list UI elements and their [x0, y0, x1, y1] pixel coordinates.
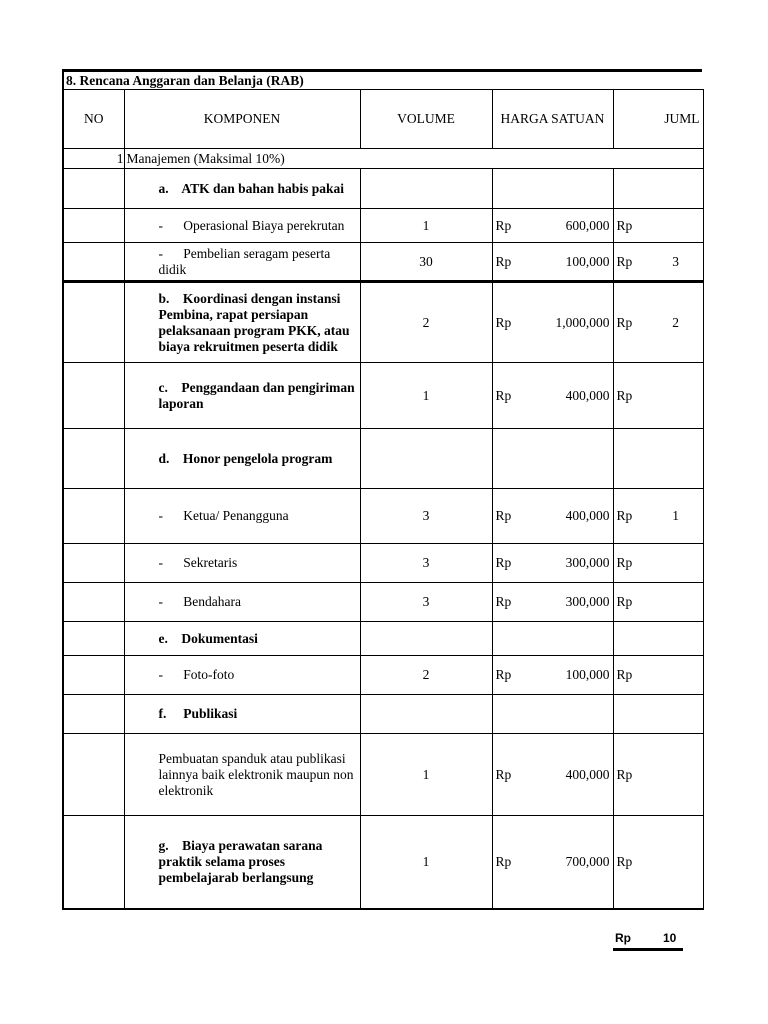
- jumlah-currency: Rp: [616, 766, 633, 782]
- cell-volume: 30: [360, 243, 492, 282]
- cell-harga-satuan: [492, 734, 613, 816]
- jumlah-currency: Rp: [616, 594, 633, 609]
- rab-table: [62, 89, 704, 910]
- cell-jumlah: [613, 282, 703, 363]
- cell-no: [63, 583, 124, 622]
- jumlah-currency: Rp: [616, 853, 633, 869]
- title-row: [62, 69, 702, 90]
- cell-volume: [360, 695, 492, 734]
- cell-harga-satuan: [492, 209, 613, 243]
- harga-currency: Rp: [495, 555, 512, 570]
- cell-komponen: d. Honor pengelola program: [124, 429, 360, 489]
- table-row: [63, 695, 703, 734]
- cell-no: [63, 656, 124, 695]
- table-row: [63, 622, 703, 656]
- total-value: 10: [663, 931, 677, 945]
- jumlah-currency: Rp: [616, 555, 633, 570]
- cell-jumlah: [613, 489, 703, 544]
- harga-value: 400,000: [565, 387, 610, 403]
- harga-currency: Rp: [495, 253, 512, 269]
- header-harga-satuan: HARGA SATUAN: [492, 90, 613, 149]
- table-row: [63, 734, 703, 816]
- cell-komponen: - Bendahara: [124, 583, 360, 622]
- cell-harga-satuan: [492, 243, 613, 282]
- table-row: [63, 429, 703, 489]
- cell-jumlah: [613, 656, 703, 695]
- total-currency: Rp: [615, 931, 631, 945]
- cell-volume: 3: [360, 583, 492, 622]
- cell-volume: 3: [360, 544, 492, 583]
- table-row: [63, 489, 703, 544]
- cell-jumlah: [613, 209, 703, 243]
- harga-currency: Rp: [495, 314, 512, 330]
- table-row: [63, 656, 703, 695]
- harga-value: 400,000: [565, 508, 610, 523]
- table-row: [63, 583, 703, 622]
- table-row: [63, 544, 703, 583]
- cell-volume: 1: [360, 816, 492, 909]
- header-no: NO: [63, 90, 124, 149]
- harga-value: 400,000: [565, 766, 610, 782]
- cell-no: [63, 429, 124, 489]
- table-row: [63, 282, 703, 363]
- cell-harga-satuan: [492, 489, 613, 544]
- table-row: [63, 243, 703, 282]
- cell-volume: [360, 622, 492, 656]
- cell-volume: 1: [360, 734, 492, 816]
- harga-value: 100,000: [565, 667, 610, 682]
- cell-komponen: g. Biaya perawatan sarana praktik selama proses pembelajarab berlangsung: [124, 816, 360, 909]
- jumlah-currency: Rp: [616, 253, 633, 269]
- jumlah-currency: Rp: [616, 667, 633, 682]
- cell-no: [63, 695, 124, 734]
- cell-jumlah: [613, 695, 703, 734]
- cell-jumlah: [613, 544, 703, 583]
- cell-harga-satuan: [492, 363, 613, 429]
- cell-no: [63, 489, 124, 544]
- cell-no: [63, 363, 124, 429]
- cell-harga-satuan: [492, 429, 613, 489]
- cell-volume: 1: [360, 363, 492, 429]
- jumlah-value: 3: [672, 253, 680, 269]
- cell-komponen: - Foto-foto: [124, 656, 360, 695]
- cell-komponen: b. Koordinasi dengan instansi Pembina, rapat persiapan pelaksanaan program PKK, atau biaya rekruitmen peserta didik: [124, 282, 360, 363]
- jumlah-currency: Rp: [616, 314, 633, 330]
- section-row: [63, 149, 703, 169]
- harga-currency: Rp: [495, 508, 512, 523]
- harga-value: 600,000: [565, 217, 610, 233]
- harga-currency: Rp: [495, 594, 512, 609]
- jumlah-currency: Rp: [616, 387, 633, 403]
- section-label: Manajemen (Maksimal 10%): [124, 149, 703, 169]
- cell-harga-satuan: [492, 622, 613, 656]
- cell-harga-satuan: [492, 816, 613, 909]
- cell-no: [63, 169, 124, 209]
- cell-no: [63, 209, 124, 243]
- jumlah-value: 2: [672, 314, 680, 330]
- cell-jumlah: [613, 622, 703, 656]
- cell-no: [63, 734, 124, 816]
- cell-komponen: Pembuatan spanduk atau publikasi lainnya baik elektronik maupun non elektronik: [124, 734, 360, 816]
- harga-value: 300,000: [565, 555, 610, 570]
- header-volume: VOLUME: [360, 90, 492, 149]
- cell-volume: 3: [360, 489, 492, 544]
- cell-komponen: e. Dokumentasi: [124, 622, 360, 656]
- cell-komponen: - Operasional Biaya perekrutan: [124, 209, 360, 243]
- cell-jumlah: [613, 363, 703, 429]
- cell-no: [63, 282, 124, 363]
- cell-komponen: - Sekretaris: [124, 544, 360, 583]
- sheet-title: 8. Rencana Anggaran dan Belanja (RAB): [66, 73, 304, 88]
- harga-currency: Rp: [495, 667, 512, 682]
- cell-no: [63, 544, 124, 583]
- header-komponen: KOMPONEN: [124, 90, 360, 149]
- harga-currency: Rp: [495, 387, 512, 403]
- cell-volume: 1: [360, 209, 492, 243]
- cell-jumlah: [613, 429, 703, 489]
- cell-harga-satuan: [492, 656, 613, 695]
- header-jumlah: JUML: [613, 90, 703, 149]
- harga-currency: Rp: [495, 853, 512, 869]
- jumlah-currency: Rp: [616, 217, 633, 233]
- table-row: [63, 363, 703, 429]
- harga-currency: Rp: [495, 217, 512, 233]
- section-number: 1: [63, 149, 124, 169]
- cell-no: [63, 816, 124, 909]
- header-row: [63, 90, 703, 149]
- cell-komponen: c. Penggandaan dan pengiriman laporan: [124, 363, 360, 429]
- cell-no: [63, 243, 124, 282]
- table-row: [63, 209, 703, 243]
- cell-harga-satuan: [492, 169, 613, 209]
- cell-volume: [360, 169, 492, 209]
- cell-jumlah: [613, 734, 703, 816]
- cell-harga-satuan: [492, 544, 613, 583]
- cell-komponen: f. Publikasi: [124, 695, 360, 734]
- cell-volume: 2: [360, 282, 492, 363]
- cell-jumlah: [613, 169, 703, 209]
- table-row: [63, 169, 703, 209]
- harga-value: 100,000: [565, 253, 610, 269]
- grand-total: [613, 930, 683, 951]
- cell-komponen: a. ATK dan bahan habis pakai: [124, 169, 360, 209]
- cell-volume: 2: [360, 656, 492, 695]
- cell-volume: [360, 429, 492, 489]
- cell-komponen: - Pembelian seragam peserta didik: [124, 243, 360, 282]
- cell-jumlah: [613, 816, 703, 909]
- cell-jumlah: [613, 583, 703, 622]
- cell-jumlah: [613, 243, 703, 282]
- cell-komponen: - Ketua/ Penangguna: [124, 489, 360, 544]
- harga-value: 700,000: [565, 853, 610, 869]
- table-row: [63, 816, 703, 909]
- cell-harga-satuan: [492, 583, 613, 622]
- cell-no: [63, 622, 124, 656]
- harga-currency: Rp: [495, 766, 512, 782]
- jumlah-value: 1: [672, 508, 680, 523]
- harga-value: 300,000: [565, 594, 610, 609]
- cell-harga-satuan: [492, 282, 613, 363]
- jumlah-currency: Rp: [616, 508, 633, 523]
- cell-harga-satuan: [492, 695, 613, 734]
- harga-value: 1,000,000: [555, 314, 610, 330]
